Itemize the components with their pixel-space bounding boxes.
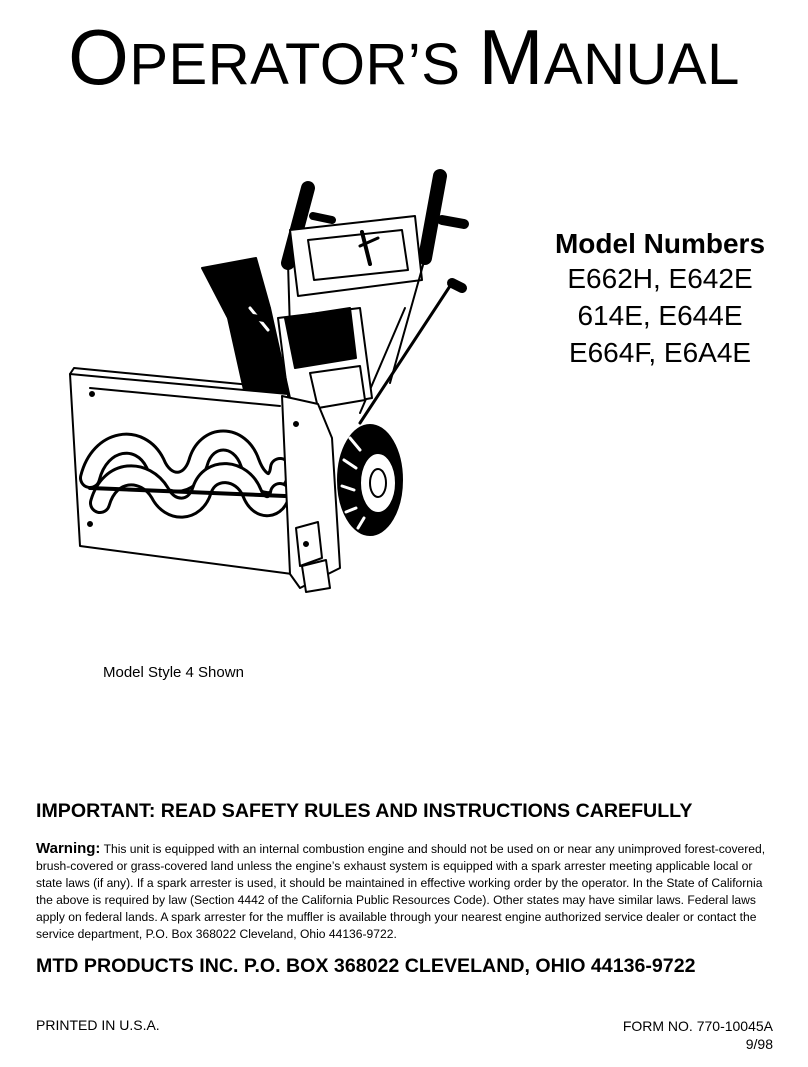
warning-paragraph: [36, 840, 776, 943]
printed-in-label: PRINTED IN U.S.A.: [36, 1017, 160, 1033]
company-address: MTD PRODUCTS INC. P.O. BOX 368022 CLEVELAND, OHIO 44136-9722: [36, 955, 696, 977]
manual-title: [0, 13, 808, 101]
form-number: FORM NO. 770-10045A: [622, 1018, 773, 1034]
model-numbers-line: E664F, E6A4E: [568, 337, 752, 368]
model-numbers-heading: Model Numbers: [554, 228, 766, 259]
title-first-cap: O: [68, 13, 130, 101]
snow-thrower-drawing-icon: [60, 168, 480, 608]
form-number-block: [623, 1017, 773, 1053]
title-second-rest: ANUAL: [543, 32, 740, 97]
illustration-caption: Model Style 4 Shown: [103, 664, 244, 681]
title-first-rest: PERATOR’S: [129, 32, 461, 97]
form-date: 9/98: [745, 1036, 773, 1052]
important-heading: IMPORTANT: READ SAFETY RULES AND INSTRUCTIONS CAREFULLY: [36, 800, 693, 822]
warning-text: This unit is equipped with an internal combustion engine and should not be used on or near any unimproved forest-covered, brush-covered or grass-covered land unless the engine’s exhaust system is equipped with a spark arrester meeting applicable local or state laws (if any). If a spark arrester is used, it should be maintained in effective working order by the operator. In the State of California the above is required by law (Section 4442 of the California Public Resources Code). Other states may have similar laws. Federal laws apply on federal lands. A spark arrester for the muffler is available through your nearest engine authorized service dealer or contact the service department, P.O. Box 368022 Cleveland, Ohio 44136-9722.: [36, 842, 766, 941]
title-second-cap: M: [478, 13, 544, 101]
model-numbers-line: E662H, E642E: [567, 263, 753, 294]
model-numbers-block: [500, 228, 808, 371]
model-numbers-line: 614E, E644E: [577, 300, 743, 331]
warning-label: Warning:: [36, 840, 101, 857]
